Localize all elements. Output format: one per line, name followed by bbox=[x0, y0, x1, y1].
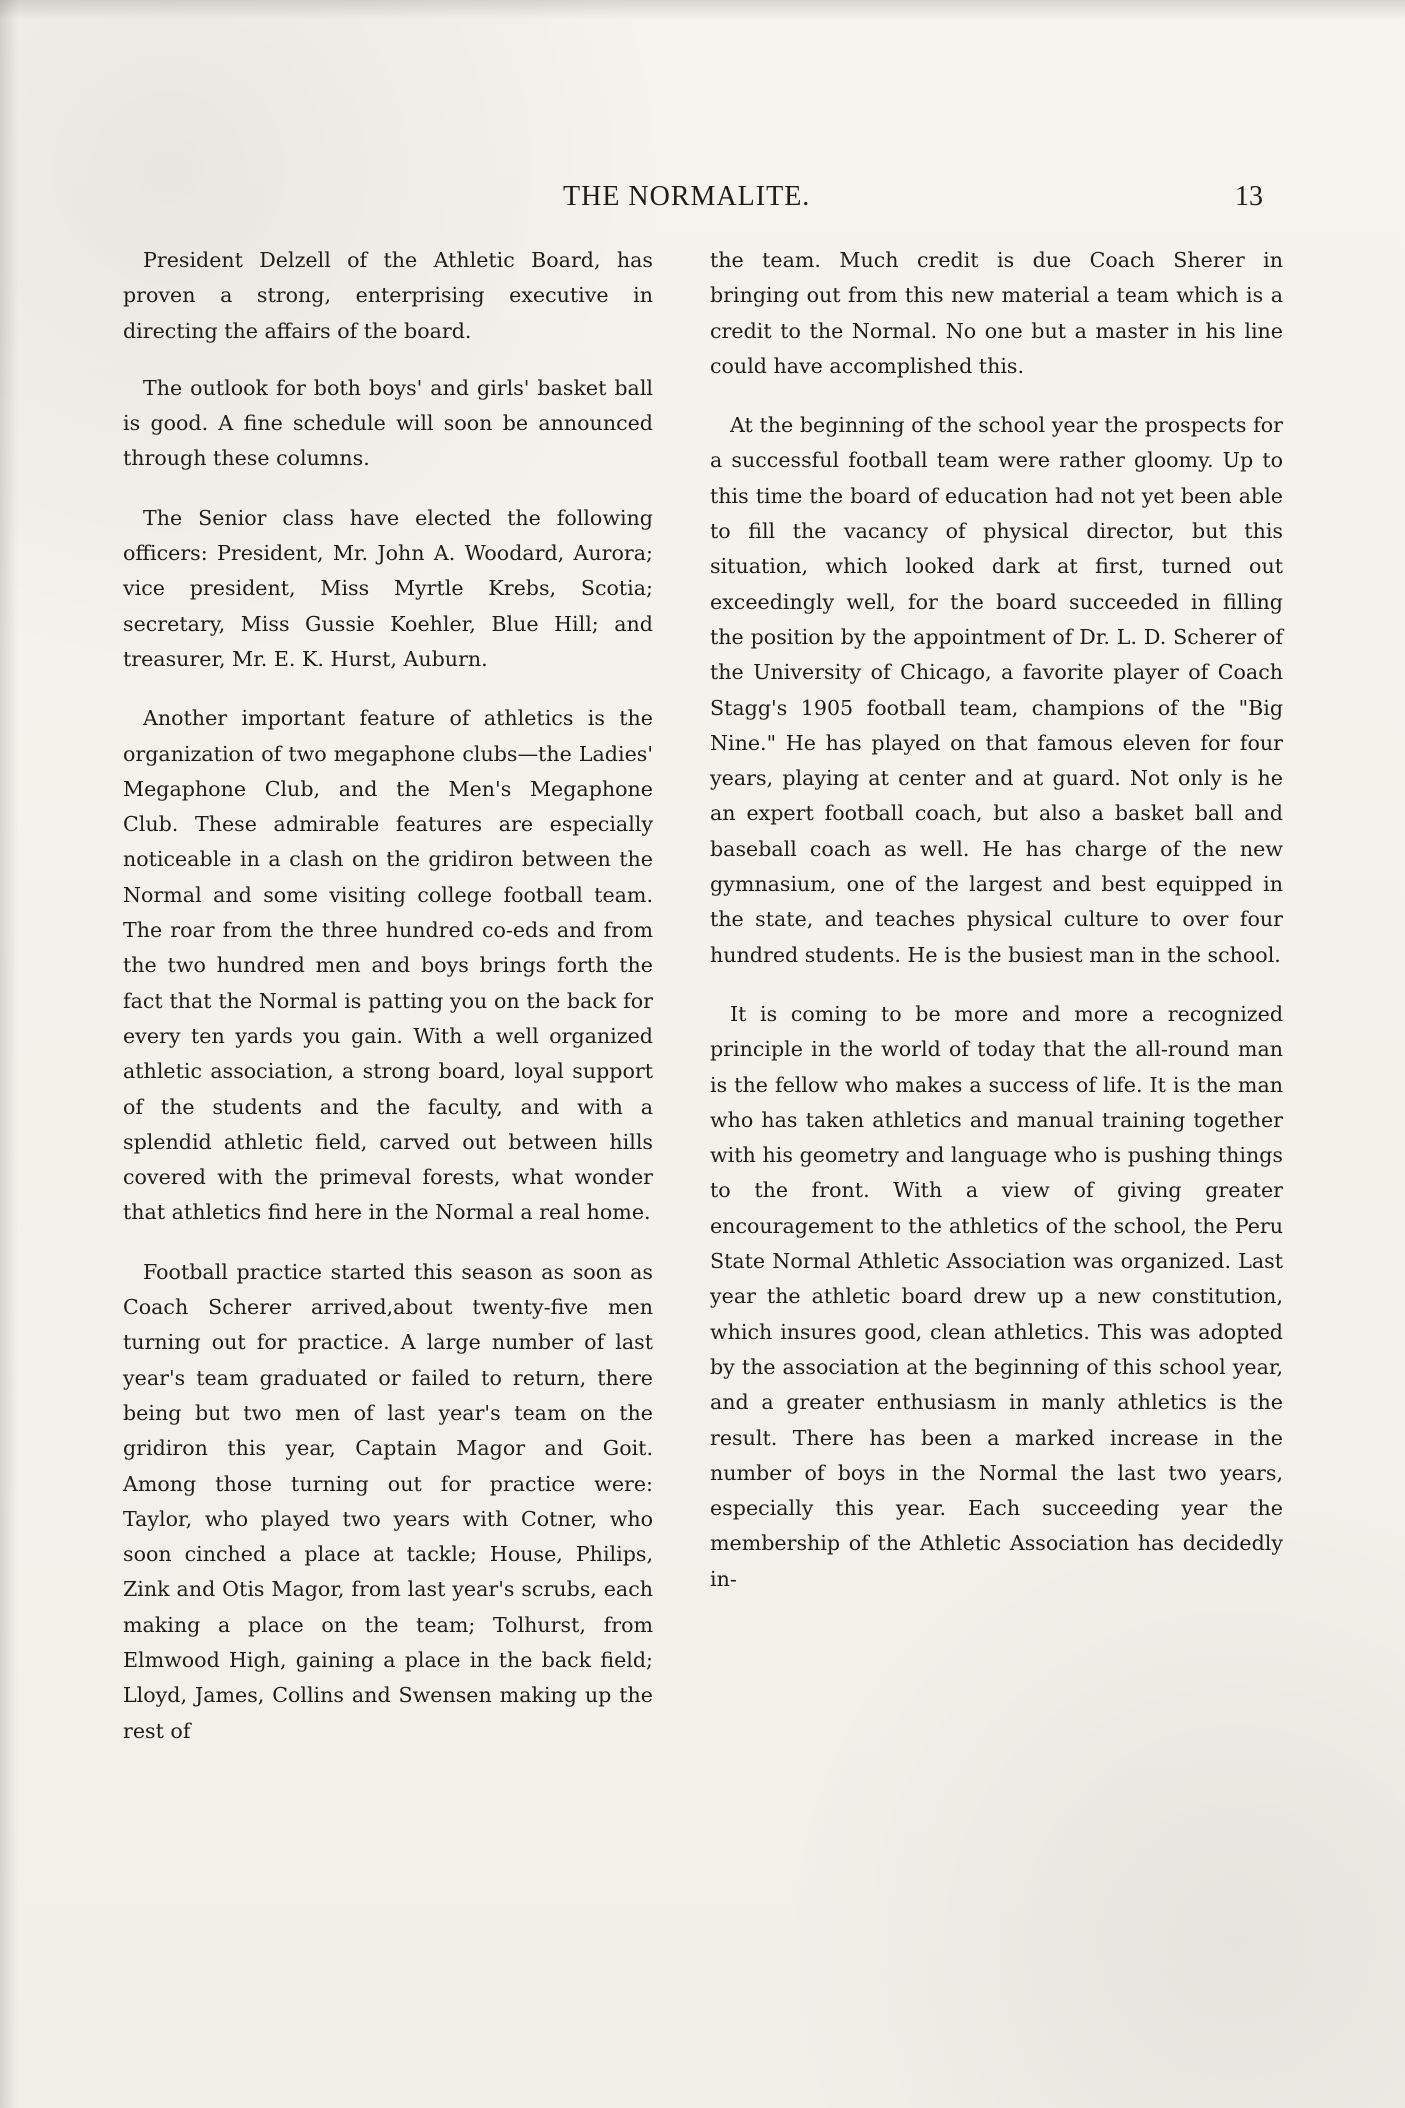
running-title: THE NORMALITE. bbox=[563, 181, 811, 212]
left-paragraph-1: President Delzell of the Athletic Board, has proven a strong, enterprising executive in directing the affairs of the board. bbox=[123, 248, 653, 343]
left-paragraph-4: Another important feature of athletics is the organization of two megaphone clubs—the Ladies' Megaphone Club, and the Men's Megaphone Club. These admirable features are especially noticeable in a clash on the gridiron between the Normal and some visiting college football team. The roar from the three hundred co-eds and from the two hundred men and boys brings forth the fact that the Normal is patting you on the back for every ten yards you gain. With a well organized athletic association, a strong board, loyal support of the students and the faculty, and with a splendid athletic field, carved out between hills covered with the primeval forests, what wonder that athletics find here in the Normal a real home. bbox=[123, 706, 653, 1225]
left-paragraph-3: The Senior class have elected the following officers: President, Mr. John A. Woodard, Aurora; vice president, Miss Myrtle Krebs, Scotia; secretary, Miss Gussie Koehler, Blue Hill; and treasurer, Mr. E. K. Hurst, Auburn. bbox=[123, 505, 653, 671]
text-columns bbox=[123, 243, 1283, 2003]
page-left-shadow bbox=[0, 0, 18, 2108]
right-paragraph-2: At the beginning of the school year the prospects for a successful football team were rather gloomy. Up to this time the board of education had not yet been able to fill the vacancy of physical director, but this situation, which looked dark at first, turned out exceedingly well, for the board succeeded in filling the position by the appointment of Dr. L. D. Scherer of the University of Chicago, a favorite player of Coach Stagg's 1905 football team, champions of the "Big Nine." He has played on that famous eleven for four years, playing at center and at guard. Not only is he an expert football coach, but also a basket ball and baseball coach as well. He has charge of the new gymnasium, one of the largest and best equipped in the state, and teaches physical culture to over four hundred students. He is the busiest man in the school. bbox=[710, 413, 1283, 967]
page-top-shadow bbox=[0, 0, 1405, 20]
page-header bbox=[123, 181, 1283, 223]
right-paragraph-1: the team. Much credit is due Coach Sherer in bringing out from this new material a team which is a credit to the Normal. No one but a master in his line could have accomplished this. bbox=[710, 248, 1283, 378]
right-column bbox=[710, 243, 1283, 1621]
right-paragraph-3: It is coming to be more and more a recognized principle in the world of today that the all-round man is the fellow who makes a success of life. It is the man who has taken athletics and manual training together with his geometry and language who is pushing things to the front. With a view of giving greater encouragement to the athletics of the school, the Peru State Normal Athletic Association was organized. Last year the athletic board drew up a new constitution, which insures good, clean athletics. This was adopted by the association at the beginning of this school year, and a greater enthusiasm in manly athletics is the result. There has been a marked increase in the number of boys in the Normal the last two years, especially this year. Each succeeding year the membership of the Athletic Association has decidedly in- bbox=[710, 1001, 1283, 1591]
left-column bbox=[123, 243, 653, 1773]
left-paragraph-5: Football practice started this season as soon as Coach Scherer arrived,about twenty-five men turning out for practice. A large number of last year's team graduated or failed to return, there being but two men of last year's team on the gridiron this year, Captain Magor and Goit. Among those turning out for practice were: Taylor, who played two years with Cotner, who soon cinched a place at tackle; House, Philips, Zink and Otis Magor, from last year's scrubs, each making a place on the team; Tolhurst, from Elmwood High, gaining a place in the back field; Lloyd, James, Collins and Swensen making up the rest of bbox=[123, 1259, 653, 1743]
page-number: 13 bbox=[1235, 181, 1263, 212]
left-paragraph-2: The outlook for both boys' and girls' basket ball is good. A fine schedule will soon be announced through these columns. bbox=[123, 375, 653, 471]
